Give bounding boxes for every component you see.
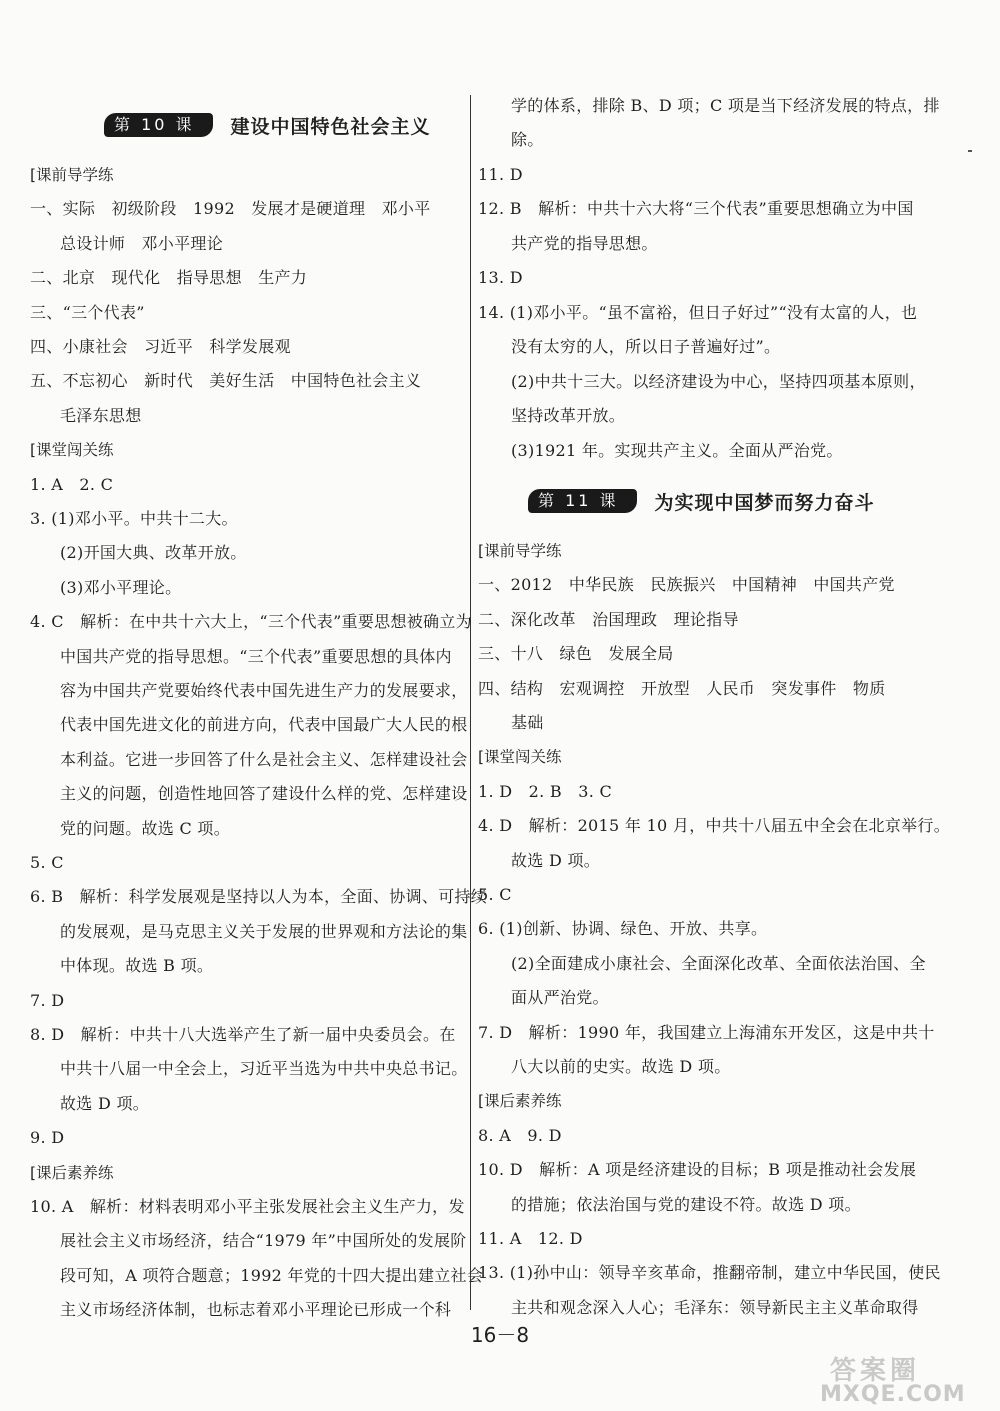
answer-line: 面从严治党。 [511, 988, 609, 1008]
answer-line: 没有太穷的人，所以日子普遍好过”。 [511, 337, 781, 357]
answer-line: 展社会主义市场经济，结合“1979 年”中国所处的发展阶 [60, 1231, 467, 1251]
answer-line: 10. D 解析：A 项是经济建设的目标；B 项是推动社会发展 [478, 1160, 917, 1180]
answer-line: 一、实际 初级阶段 1992 发展才是硬道理 邓小平 [30, 199, 431, 219]
lesson-11-heading [528, 487, 875, 515]
column-divider [470, 95, 471, 1310]
answer-line: 3. (1)邓小平。中共十二大。 [30, 509, 238, 528]
answer-line: 学的体系，排除 B、D 项；C 项是当下经济发展的特点，排 [511, 96, 940, 115]
answer-line: 14. (1)邓小平。“虽不富裕，但日子好过”“没有太富的人，也 [478, 302, 918, 322]
answer-line: 11. D [478, 164, 523, 184]
answer-line: 基础 [511, 713, 544, 732]
answer-line: 13. D [478, 268, 523, 288]
answer-line: 故选 D 项。 [60, 1093, 150, 1113]
answer-line: 12. B 解析：中共十六大将“三个代表”重要思想确立为中国 [478, 199, 914, 219]
watermark-top: 答案圈 [830, 1356, 921, 1386]
answer-line: 中国共产党的指导思想。“三个代表”重要思想的具体内 [60, 646, 452, 666]
answer-line: 二、北京 现代化 指导思想 生产力 [30, 268, 308, 288]
answer-line: 本利益。它进一步回答了什么是社会主义、怎样建设社会 [60, 749, 468, 769]
answer-line: 五、不忘初心 新时代 美好生活 中国特色社会主义 [30, 371, 422, 391]
lesson-title: 为实现中国梦而努力奋斗 [654, 491, 875, 514]
section-heading: [课后素养练 [30, 1163, 114, 1182]
answer-line: 8. D 解析：中共十八大选举产生了新一届中央委员会。在 [30, 1025, 456, 1044]
lesson-badge: 第 11 课 [528, 489, 637, 513]
answer-line: (2)中共十三大。以经济建设为中心，坚持四项基本原则， [511, 371, 926, 391]
answer-line: 党的问题。故选 C 项。 [60, 818, 231, 838]
section-heading: [课前导学练 [478, 542, 562, 560]
answer-line: (3)邓小平理论。 [60, 577, 182, 597]
answer-line: 7. D 解析：1990 年，我国建立上海浦东开发区，这是中共十 [478, 1022, 935, 1042]
section-heading: [课堂闯关练 [478, 748, 562, 767]
answer-line: 1. A 2. C [30, 474, 114, 494]
answer-line: 主义市场经济体制，也标志着邓小平理论已形成一个科 [60, 1300, 452, 1320]
answer-line: 9. D [30, 1128, 65, 1148]
answer-line: 坚持改革开放。 [511, 406, 626, 426]
answer-line: 主共和观念深入人心；毛泽东：领导新民主主义革命取得 [511, 1297, 919, 1317]
answer-line: 的发展观，是马克思主义关于发展的世界观和方法论的集 [60, 921, 468, 941]
answer-line: (2)全面建成小康社会、全面深化改革、全面依法治国、全 [511, 953, 926, 973]
answer-line: 一、2012 中华民族 民族振兴 中国精神 中国共产党 [478, 575, 895, 595]
page-number: 16－8 [470, 1323, 530, 1347]
answer-line: (3)1921 年。实现共产主义。全面从严治党。 [511, 440, 843, 460]
answer-line: (2)开国大典、改革开放。 [60, 543, 247, 563]
answer-line: 二、深化改革 治国理政 理论指导 [478, 609, 739, 629]
answer-line: 容为中国共产党要始终代表中国先进生产力的发展要求， [60, 681, 468, 700]
answer-line: 总设计师 邓小平理论 [60, 233, 224, 253]
watermark-bottom: MXQE.COM [820, 1382, 966, 1407]
answer-line: 的措施；依法治国与党的建设不符。故选 D 项。 [511, 1194, 861, 1214]
answer-line: 三、十八 绿色 发展全局 [478, 644, 674, 664]
answer-line: 三、“三个代表” [30, 302, 145, 322]
lesson-10-heading [104, 111, 431, 139]
answer-line: 代表中国先进文化的前进方向，代表中国最广大人民的根 [60, 715, 468, 735]
section-heading: [课前导学练 [30, 166, 114, 184]
answer-line: 6. (1)创新、协调、绿色、开放、共享。 [478, 919, 768, 939]
lesson-badge: 第 10 课 [104, 113, 213, 137]
answer-line: 10. A 解析：材料表明邓小平主张发展社会主义生产力，发 [30, 1197, 465, 1216]
watermark-logo [810, 1358, 990, 1408]
answer-line: 11. A 12. D [478, 1229, 583, 1248]
answer-line: 中体现。故选 B 项。 [60, 956, 214, 976]
answer-line: 段可知，A 项符合题意；1992 年党的十四大提出建立社会 [60, 1265, 484, 1285]
answer-line: 主义的问题，创造性地回答了建设什么样的党、怎样建设 [60, 784, 468, 804]
section-heading: [课堂闯关练 [30, 441, 114, 460]
answer-line: 毛泽东思想 [60, 405, 142, 425]
answer-line: 1. D 2. B 3. C [478, 781, 613, 801]
answer-line: 共产党的指导思想。 [511, 233, 658, 253]
answer-line: 7. D [30, 990, 65, 1010]
answer-line: 5. C [478, 885, 512, 904]
answer-line: 4. C 解析：在中共十六大上，“三个代表”重要思想被确立为 [30, 612, 472, 632]
answer-line: 四、小康社会 习近平 科学发展观 [30, 337, 291, 356]
answer-line: 4. D 解析：2015 年 10 月，中共十八届五中全会在北京举行。 [478, 816, 951, 836]
answer-line: 6. B 解析：科学发展观是坚持以人为本，全面、协调、可持续 [30, 887, 488, 907]
answer-line: 5. C [30, 853, 64, 872]
section-heading: [课后素养练 [478, 1092, 562, 1111]
answer-line: 中共十八届一中全会上，习近平当选为中共中央总书记。 [60, 1059, 468, 1079]
margin-mark [968, 150, 972, 152]
answer-line: 除。 [511, 130, 544, 150]
answer-line: 13. (1)孙中山：领导辛亥革命，推翻帝制，建立中华民国，使民 [478, 1263, 941, 1283]
answer-line: 8. A 9. D [478, 1125, 562, 1145]
answer-line: 四、结构 宏观调控 开放型 人民币 突发事件 物质 [478, 678, 886, 698]
answer-line: 八大以前的史实。故选 D 项。 [511, 1057, 731, 1076]
answer-line: 故选 D 项。 [511, 850, 601, 870]
lesson-title: 建设中国特色社会主义 [230, 115, 431, 138]
